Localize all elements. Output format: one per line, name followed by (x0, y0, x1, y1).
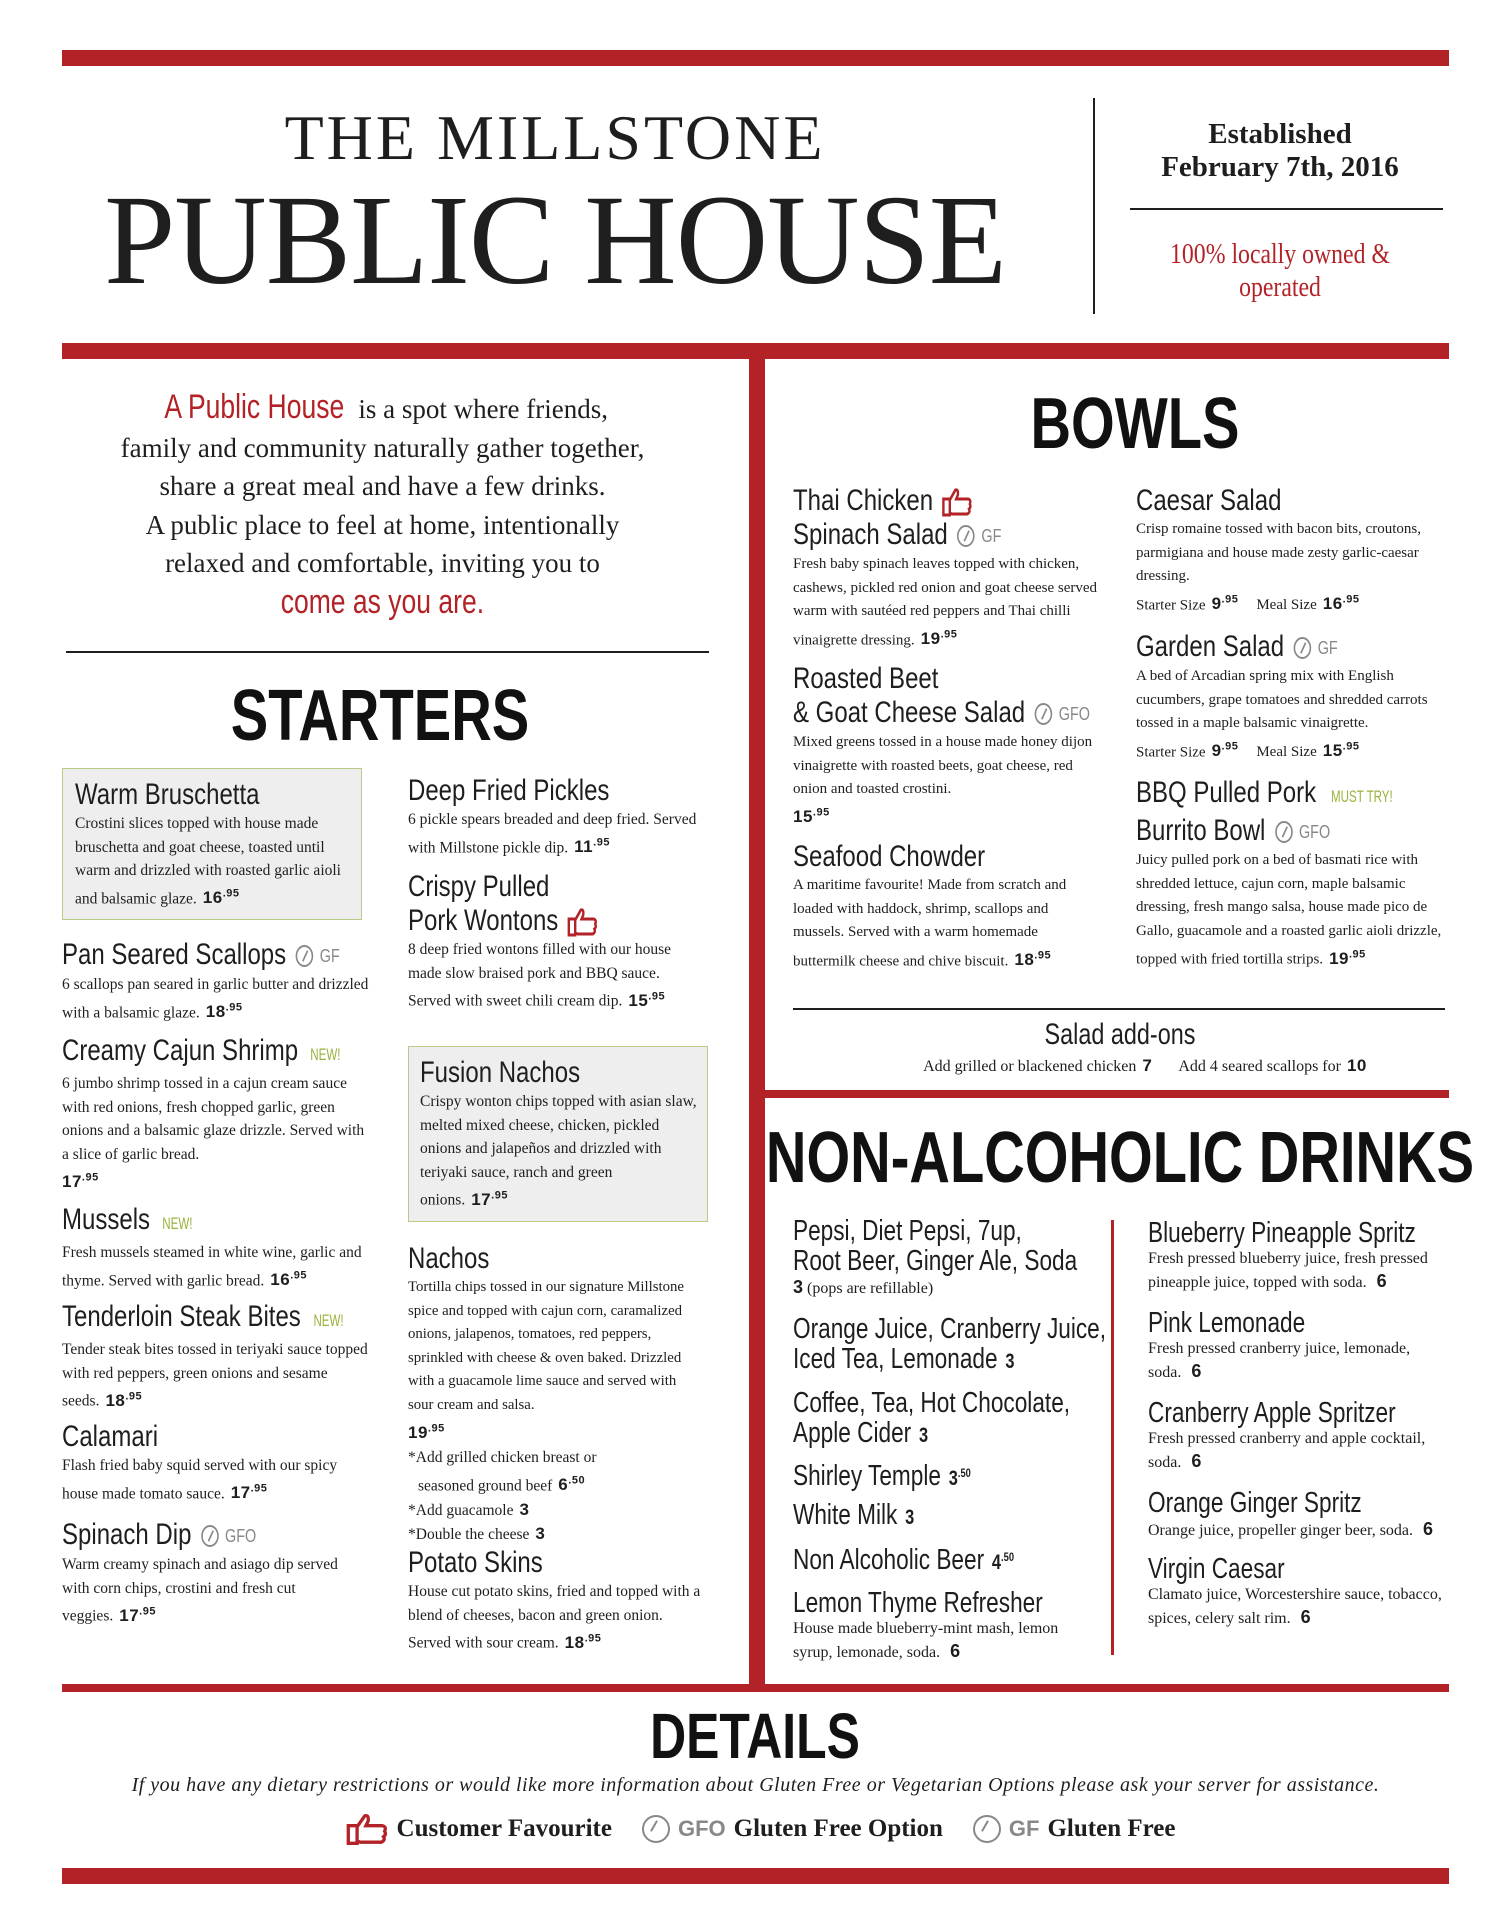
thumbs-up-icon (941, 487, 973, 517)
addons-rule (793, 1008, 1445, 1010)
drink-na-beer (793, 1542, 1103, 1578)
legend-favourite (345, 1812, 612, 1846)
established-rule (1130, 208, 1443, 210)
item-price: $16^{.95}$ (202, 887, 240, 908)
menu-item-spinach-dip (62, 1518, 352, 1628)
legend-label: Customer Favourite (396, 1815, 612, 1842)
menu-item-bbq-burrito-bowl (1136, 776, 1456, 972)
drink-desc: Clamato juice, Worcestershire sauce, tobacco, spices, celery salt rim. 6 (1148, 1586, 1442, 1627)
bowls-title: BOWLS (1030, 384, 1240, 464)
legend-label: Gluten Free Option (733, 1815, 943, 1842)
details-top-rule (62, 1684, 1449, 1692)
salad-addons-title: Salad add-ons (1044, 1018, 1196, 1051)
menu-item-bruschetta (75, 778, 355, 911)
legend-label: Gluten Free (1047, 1815, 1176, 1842)
item-name: Pork Wontons (408, 904, 640, 938)
item-price: $18^{.95}$ (105, 1390, 143, 1410)
item-name: Spinach Dip GFO (62, 1518, 257, 1551)
drink-desc: Fresh pressed cranberry and apple cocktail, soda. 6 (1148, 1430, 1426, 1471)
drink-name: Apple Cider 3 (793, 1417, 929, 1449)
drink-orange-ginger (1148, 1488, 1458, 1542)
intro-text: share a great meal and have a few drinks. (159, 471, 606, 501)
item-name: Deep Fried Pickles (408, 774, 610, 807)
intro-paragraph (70, 388, 695, 623)
gfo-tag: GFO (225, 1526, 257, 1547)
item-price: $19^{.95}$ (1329, 948, 1366, 968)
dietary-note: If you have any dietary restrictions or would like more information about Gluten Free or Vegetarian Options please ask your server for assistance. (131, 1774, 1380, 1796)
header-bottom-rule (62, 343, 1449, 359)
item-desc: 6 pickle spears breaded and deep fried. Served with Millstone pickle dip. $11^{.95}$ (408, 811, 697, 857)
item-name: Caesar Salad (1136, 484, 1282, 517)
gfo-tag: GFO (677, 1816, 726, 1841)
drink-virgin-caesar (1148, 1554, 1458, 1630)
drink-note: 3 (pops are refillable) (793, 1277, 934, 1297)
gluten-free-icon (1294, 637, 1312, 659)
item-price: $15^{.95}$ (628, 990, 666, 1010)
new-tag: NEW! (162, 1214, 193, 1233)
menu-item-steak-bites (62, 1300, 372, 1413)
drink-name: Orange Ginger Spritz (1148, 1487, 1362, 1519)
item-name: Roasted Beet (793, 662, 939, 695)
item-desc: House cut potato skins, fried and topped with a blend of cheeses, bacon and green onion. Served with sour cream. $18^{.95}$ (408, 1583, 701, 1652)
header-divider (1093, 98, 1095, 314)
item-name: Pan Seared Scallops GF (62, 938, 340, 971)
item-desc: 8 deep fried wontons filled with our house made slow braised pork and BBQ sauce. Served with sweet chili cream dip. $15^{.95}$ (408, 941, 672, 1010)
details-title: DETAILS (650, 1700, 860, 1772)
menu-item-potato-skins (408, 1546, 708, 1655)
drinks-title: NON-ALCOHOLIC DRINKS (765, 1118, 1475, 1198)
drink-blueberry-spritz (1148, 1218, 1458, 1294)
bottom-rule (62, 1868, 1449, 1884)
item-desc: 6 scallops pan seared in garlic butter and drizzled with a balsamic glaze. $18^{.95}$ (62, 976, 369, 1022)
item-desc: Fresh mussels steamed in white wine, garlic and thyme. Served with garlic bread. $16^{.95}$ (62, 1244, 362, 1290)
new-tag: NEW! (313, 1311, 344, 1330)
menu-item-wontons (408, 870, 698, 1013)
item-price: $17^{.95}$ (471, 1189, 508, 1209)
item-name: BBQ Pulled Pork MUST TRY! (1136, 776, 1392, 814)
gfo-tag: GFO (1058, 704, 1090, 725)
starters-title: STARTERS (230, 676, 530, 756)
drink-name: Shirley Temple $3^{.50}$ (793, 1460, 971, 1492)
item-price: $11^{.95}$ (574, 836, 610, 857)
bowls-drinks-divider (765, 1090, 1449, 1098)
item-desc: Tortilla chips tossed in our signature Millstone spice and topped with cajun corn, caramalized onions, jalapenos, tomatoes, red peppers, sprinkled with cheese & oven baked. Drizzled with a guacamole lime sauce and served with sour cream and salsa. $19^{.95}$ (408, 1279, 684, 1442)
intro-text: is a spot where friends, (351, 394, 609, 424)
icon-legend (300, 1812, 1220, 1846)
gluten-free-icon (296, 945, 314, 967)
item-name: Garden Salad GF (1136, 630, 1338, 663)
item-price: $16^{.95}$ (270, 1269, 308, 1290)
salad-addons-list: Add grilled or blackened chicken 7 Add 4 seared scallops for 10 (923, 1056, 1367, 1075)
intro-text: A public place to feel at home, intentionally (145, 509, 620, 540)
gf-tag: GF (1317, 638, 1338, 659)
menu-item-roasted-beet (793, 662, 1103, 831)
drink-desc: House made blueberry-mint mash, lemon syrup, lemonade, soda. 6 (793, 1620, 1059, 1661)
new-tag: NEW! (310, 1045, 341, 1064)
item-name: Nachos (408, 1242, 490, 1275)
item-name: Seafood Chowder (793, 840, 986, 873)
item-price: $18^{.95}$ (205, 1001, 243, 1022)
drink-name: Pink Lemonade (1148, 1307, 1306, 1339)
drinks-column-divider (1111, 1220, 1114, 1655)
item-name: Calamari (62, 1420, 159, 1453)
drink-name: Non Alcoholic Beer $4^{.50}$ (793, 1544, 1015, 1576)
column-divider (749, 359, 765, 1684)
gluten-free-icon (1035, 703, 1053, 725)
item-price: $17^{.95}$ (62, 1171, 99, 1191)
local-note: 100% locally owned & operated (1170, 238, 1390, 303)
drink-name: Virgin Caesar (1148, 1553, 1285, 1585)
drink-name: Lemon Thyme Refresher (793, 1587, 1043, 1619)
drink-name: Coffee, Tea, Hot Chocolate, (793, 1387, 1071, 1419)
item-price: $19^{.95}$ (920, 628, 958, 649)
drink-desc: Fresh pressed blueberry juice, fresh pressed pineapple juice, topped with soda. 6 (1148, 1250, 1428, 1291)
item-price: $19^{.95}$ (408, 1422, 445, 1442)
item-desc: 6 jumbo shrimp tossed in a cajun cream sauce with red onions, fresh chopped garlic, green onions and a balsamic glaze drizzle. Served with a slice of garlic bread. $17^{.95}$ (62, 1075, 365, 1191)
item-price: $17^{.95}$ (230, 1482, 268, 1503)
drink-juices (793, 1313, 1107, 1377)
drink-hot (793, 1388, 1103, 1451)
item-name: Crispy Pulled (408, 870, 550, 903)
gf-tag: GF (1008, 1816, 1040, 1841)
intro-accent-title: A Public House (164, 388, 345, 426)
gluten-free-icon (642, 1815, 670, 1843)
menu-item-fusion-nachos (420, 1056, 702, 1212)
drink-name: Iced Tea, Lemonade 3 (793, 1343, 1015, 1375)
drink-white-milk (793, 1500, 1103, 1533)
item-name: & Goat Cheese Salad GFO (793, 696, 1090, 729)
size-prices: Starter Size $9^{.95}$ Meal Size $16^{.95}$ (1136, 593, 1360, 614)
menu-item-calamari (62, 1420, 372, 1506)
top-rule (62, 50, 1449, 66)
thumbs-up-icon (566, 907, 598, 937)
drink-lemon-thyme (793, 1588, 1093, 1664)
item-desc: A maritime favourite! Made from scratch and loaded with haddock, shrimp, scallops and mussels. Served with a warm homemade buttermilk cheese and chive biscuit. $18^{.95}$ (793, 877, 1067, 970)
item-price: $17^{.95}$ (119, 1605, 156, 1625)
item-name: Warm Bruschetta (75, 778, 260, 811)
item-desc: Flash fried baby squid served with our spicy house made tomato sauce. $17^{.95}$ (62, 1457, 338, 1503)
menu-item-garden-salad (1136, 630, 1446, 765)
drink-cranberry-apple (1148, 1398, 1458, 1474)
intro-text: family and community naturally gather together, (120, 432, 645, 463)
drink-name: Pepsi, Diet Pepsi, 7up, (793, 1215, 1022, 1247)
item-name: Burrito Bowl GFO (1136, 814, 1331, 847)
item-name: Mussels NEW! (62, 1203, 310, 1241)
item-name: Tenderloin Steak Bites NEW! (62, 1300, 310, 1338)
menu-item-seafood-chowder (793, 840, 1103, 974)
restaurant-name-line1: THE MILLSTONE (284, 102, 826, 173)
item-desc: Crostini slices topped with house made bruschetta and goat cheese, toasted until warm and drizzled with roasted garlic aioli and balsamic glaze. $16^{.95}$ (75, 815, 341, 908)
thumbs-up-icon (345, 1812, 389, 1846)
item-name: Creamy Cajun Shrimp NEW! (62, 1034, 310, 1072)
item-desc: Crisp romaine tossed with bacon bits, croutons, parmigiana and house made zesty garlic-caesar dressing. (1136, 521, 1421, 584)
item-desc: Mixed greens tossed in a house made honey dijon vinaigrette with roasted beets, goat cheese, red onion and toasted crostini. $15^{.95}$ (793, 734, 1093, 827)
gluten-free-icon (1275, 821, 1293, 843)
size-prices: Starter Size $9^{.95}$ Meal Size $15^{.95}$ (1136, 740, 1360, 761)
menu-item-caesar-salad (1136, 484, 1446, 618)
established-block (1120, 118, 1440, 184)
drink-shirley-temple (793, 1458, 1103, 1494)
drink-name: Orange Juice, Cranberry Juice, (793, 1313, 1107, 1345)
drink-desc: Orange juice, propeller ginger beer, soda. 6 (1148, 1519, 1434, 1539)
item-price: $18^{.95}$ (1014, 949, 1052, 970)
item-desc: Crispy wonton chips topped with asian slaw, melted mixed cheese, chicken, pickled onions and jalapeños and drizzled with teriyaki sauce, ranch and green onions. $17^{.95}$ (420, 1093, 697, 1209)
item-name: Thai Chicken (793, 484, 1041, 518)
gf-tag: GF (319, 946, 340, 967)
must-try-tag: MUST TRY! (1331, 787, 1393, 806)
drink-pink-lemonade (1148, 1308, 1458, 1384)
restaurant-name-line2: PUBLIC HOUSE (104, 169, 1006, 311)
item-price: $15^{.95}$ (793, 806, 830, 827)
drink-name: Blueberry Pineapple Spritz (1148, 1217, 1416, 1249)
legend-gf (973, 1815, 1176, 1843)
item-desc: Tender steak bites tossed in teriyaki sauce topped with red peppers, green onions and sesame seeds. $18^{.95}$ (62, 1341, 368, 1410)
menu-item-nachos (408, 1242, 704, 1547)
item-name: Spinach Salad GF (793, 518, 1002, 551)
gf-tag: GF (981, 526, 1002, 547)
menu-item-mussels (62, 1203, 372, 1293)
drink-desc: Fresh pressed cranberry juice, lemonade, soda. 6 (1148, 1340, 1411, 1381)
item-desc: Warm creamy spinach and asiago dip served with corn chips, crostini and fresh cut veggies. $17^{.95}$ (62, 1556, 338, 1625)
drink-name: Cranberry Apple Spritzer (1148, 1397, 1396, 1429)
intro-rule (66, 651, 709, 653)
gfo-tag: GFO (1298, 822, 1331, 843)
item-desc: Fresh baby spinach leaves topped with chicken, cashews, pickled red onion and goat cheese served warm with sautéed red peppers and Thai chilli vinaigrette dressing. $19^{.95}$ (793, 556, 1098, 649)
legend-gfo (642, 1815, 943, 1843)
gluten-free-icon (973, 1815, 1001, 1843)
item-price: $18^{.95}$ (564, 1632, 602, 1652)
menu-item-pickles (408, 774, 708, 860)
item-desc: Juicy pulled pork on a bed of basmati rice with shredded lettuce, cajun corn, maple balsamic dressing, fresh mango salsa, house made pico de Gallo, guacamole and a roasted garlic aioli drizzle, topped with fried tortilla strips. $19^{.95}$ (1136, 852, 1442, 968)
drink-name: White Milk 3 (793, 1499, 915, 1531)
menu-item-thai-chicken (793, 484, 1103, 653)
established-date: February 7th, 2016 (1161, 151, 1399, 183)
drink-pops (793, 1216, 1103, 1300)
established-label: Established (1208, 118, 1352, 150)
item-desc: A bed of Arcadian spring mix with English cucumbers, grape tomatoes and shredded carrots tossed in a maple balsamic vinaigrette. (1136, 668, 1428, 732)
gluten-free-icon (957, 525, 975, 547)
menu-item-scallops (62, 938, 372, 1025)
nachos-addons: *Add grilled chicken breast or seasoned ground beef $6^{.50}$ *Add guacamole 3 *Double the cheese 3 (408, 1449, 597, 1544)
intro-accent-closing: come as you are. (280, 582, 485, 621)
item-name: Potato Skins (408, 1546, 543, 1579)
gluten-free-icon (201, 1525, 219, 1547)
menu-item-cajun-shrimp (62, 1034, 372, 1194)
item-name: Fusion Nachos (420, 1056, 581, 1089)
intro-text: relaxed and comfortable, inviting you to (165, 548, 600, 578)
drink-name: Root Beer, Ginger Ale, Soda (793, 1245, 1078, 1277)
